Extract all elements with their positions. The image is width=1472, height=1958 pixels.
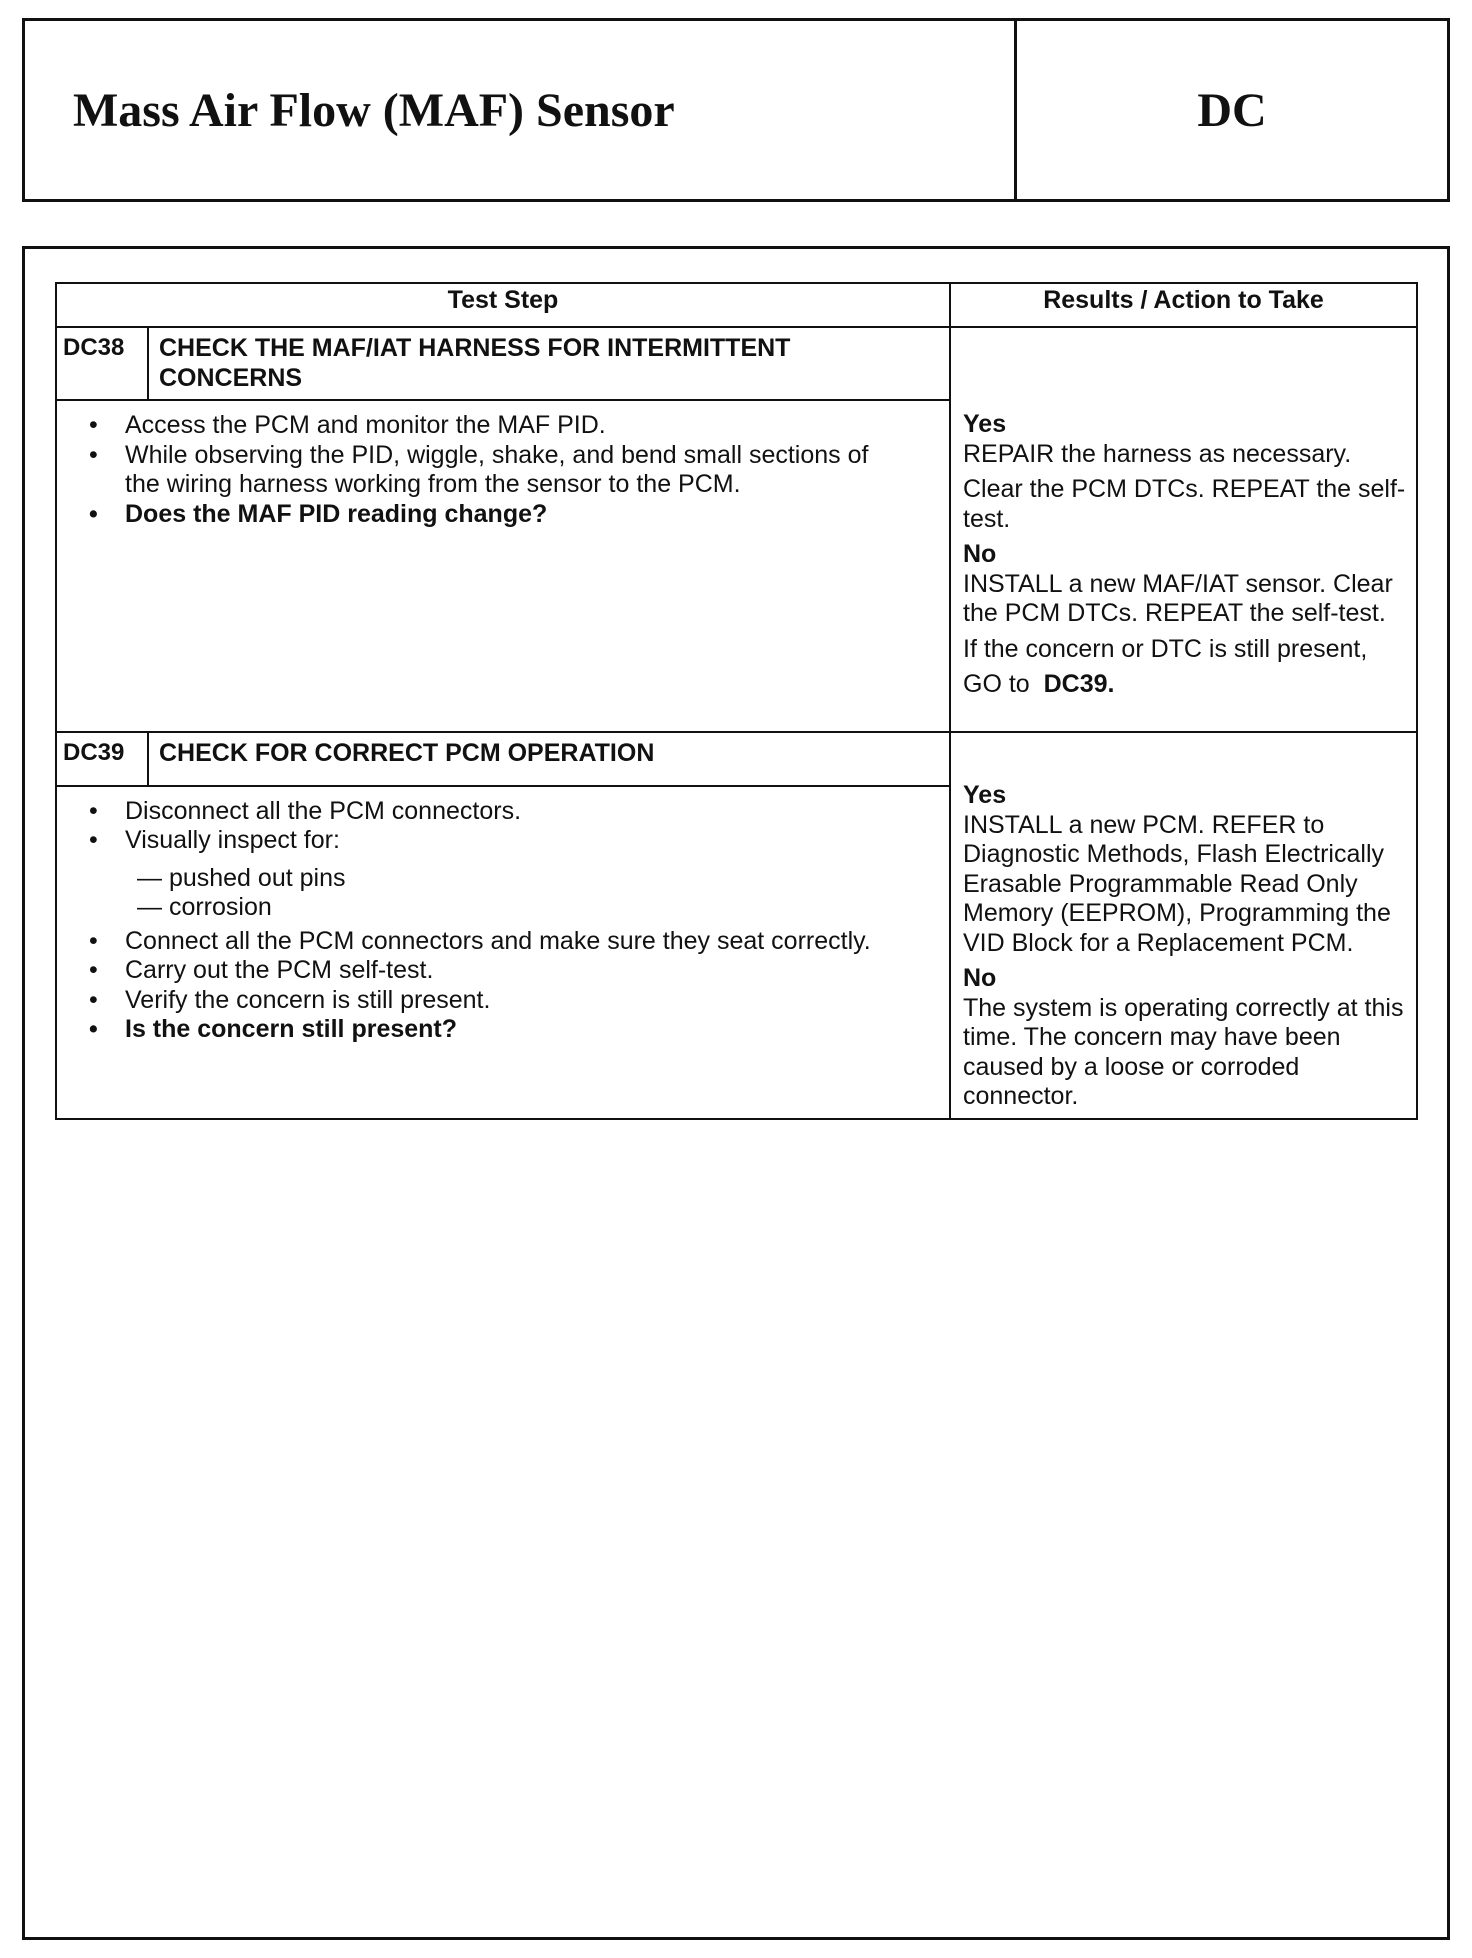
section-code: DC (1014, 21, 1447, 199)
table-header-row (56, 283, 1417, 327)
list-item: • Access the PCM and monitor the MAF PID. (75, 411, 909, 441)
step-title-dc39: CHECK FOR CORRECT PCM OPERATION (148, 732, 950, 786)
list-item-question: • Does the MAF PID reading change? (75, 500, 909, 530)
dc38-instructions (75, 411, 909, 529)
yes-label: Yes (963, 781, 1007, 809)
step-id-dc38: DC38 (56, 327, 148, 400)
dc39-instructions (75, 797, 909, 856)
list-item: • Verify the concern is still present. (75, 986, 909, 1016)
no-action: If the concern or DTC is still present, (963, 634, 1368, 663)
list-item-text: Visually inspect for: (125, 826, 340, 855)
no-action: The system is operating correctly at this time. The concern may have been caused by a loose or corroded connector. (963, 993, 1404, 1110)
no-action: INSTALL a new MAF/IAT sensor. Clear the PCM DTCs. REPEAT the self-test. (963, 569, 1393, 627)
yes-action: REPAIR the harness as necessary. (963, 439, 1352, 468)
list-item (75, 826, 909, 856)
step-title-dc38: CHECK THE MAF/IAT HARNESS FOR INTERMITTENT CONCERNS (148, 327, 950, 400)
list-item: • Carry out the PCM self-test. (75, 956, 909, 986)
dc39-title-row (56, 732, 1417, 786)
list-item: • Disconnect all the PCM connectors. (75, 797, 909, 827)
sub-item: — corrosion (137, 893, 272, 922)
results-header: Results / Action to Take (950, 283, 1417, 327)
goto-line (963, 670, 1408, 700)
page-header (22, 18, 1450, 202)
yes-label: Yes (963, 410, 1007, 438)
goto-prefix: GO to (963, 670, 1030, 698)
step-body-dc38 (56, 400, 950, 732)
inspection-sublist (75, 864, 909, 923)
test-step-header: Test Step (56, 283, 950, 327)
dc39-instructions-cont (75, 927, 909, 1045)
dc38-title-row (56, 327, 1417, 400)
list-item: • While observing the PID, wiggle, shake, and bend small sections of the wiring harness working from the sensor to the PCM. (75, 441, 909, 500)
list-item-question: • Is the concern still present? (75, 1015, 909, 1045)
list-item: • Connect all the PCM connectors and make sure they seat correctly. (75, 927, 909, 957)
no-label: No (963, 540, 997, 568)
results-dc39 (950, 732, 1417, 1119)
step-id-dc39: DC39 (56, 732, 148, 786)
results-dc38 (950, 327, 1417, 732)
step-body-dc39 (56, 786, 950, 1119)
sub-item: — pushed out pins (137, 863, 346, 892)
page-title: Mass Air Flow (MAF) Sensor (73, 83, 675, 137)
yes-action: Clear the PCM DTCs. REPEAT the self-test. (963, 475, 1406, 533)
goto-dc39-link[interactable]: DC39. (1043, 670, 1115, 698)
no-label: No (963, 964, 997, 992)
yes-action: INSTALL a new PCM. REFER to Diagnostic Methods, Flash Electrically Erasable Programmable Read Only Memory (EEPROM), Programming the VID Block for a Replacement PCM. (963, 810, 1391, 957)
diagnostic-table (55, 282, 1418, 1120)
